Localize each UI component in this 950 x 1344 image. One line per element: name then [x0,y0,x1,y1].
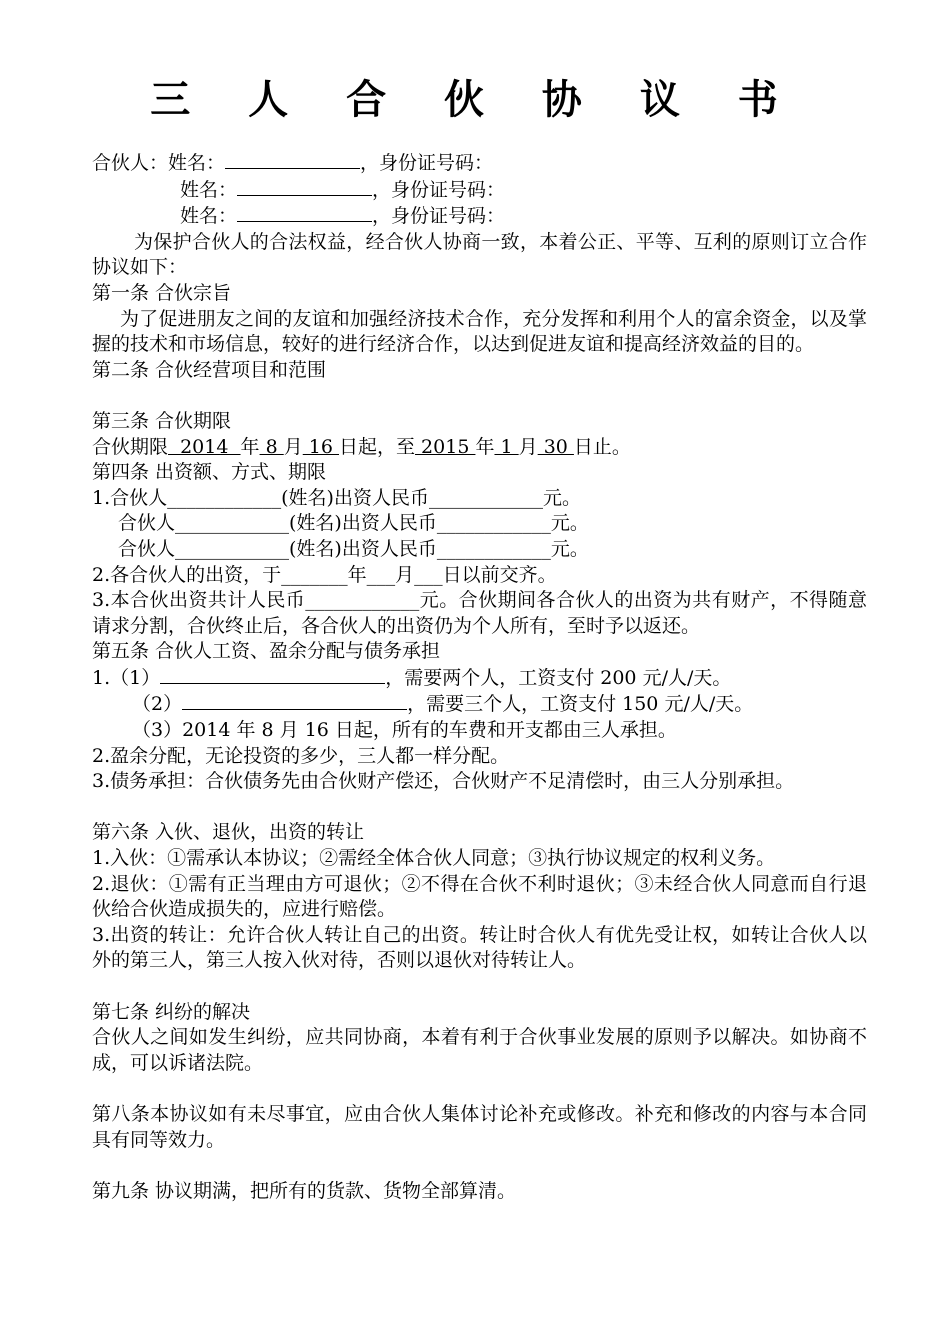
wage-item-2 [92,691,867,718]
month-unit: 月 [283,435,303,458]
article-6-heading: 第六条 入伙、退伙，出资的转让 [92,821,365,844]
article-7-text: 合伙人之间如发生纠纷，应共同协商，本着有利于合伙事业发展的原则予以解决。如协商不成，可以诉诸法院。 [92,1026,867,1074]
article-9-text: 第九条 协议期满，把所有的货款、货物全部算清。 [92,1179,517,1202]
wage-1-blank[interactable] [160,665,385,684]
id-label: ，身份证号码： [372,178,506,201]
end-year: 2015 [415,435,476,458]
document-body [92,150,867,1204]
partner-line-2 [92,177,867,204]
wage-1-text: ，需要两个人，工资支付 200 元/人/天。 [385,666,732,689]
wage-1-prefix: 1.（1） [92,666,161,689]
wage-item-1 [92,665,867,692]
article-4-heading: 第四条 出资额、方式、期限 [92,461,327,484]
end-day: 30 [537,435,574,458]
name-label: 姓名： [180,178,238,201]
day-unit-end: 日止。 [573,435,631,458]
spacer [92,795,867,821]
name-blank[interactable] [225,150,360,169]
year-unit: 年 [475,435,495,458]
debt-bearing: 3.债务承担：合伙债务先由合伙财产偿还，合伙财产不足清偿时，由三人分别承担。 [92,770,795,793]
partner-line-3 [92,203,867,230]
start-year: 2014 [168,435,241,458]
article-1-text: 为了促进朋友之间的友谊和加强经济技术合作，充分发挥和利用个人的富余资金，以及掌握的技术和市场信息，较好的进行经济合作，以达到促进友谊和提高经济效益的目的。 [92,307,867,356]
capital-row-3: 合伙人____________(姓名)出资人民币____________元。 [118,537,589,560]
day-unit-start: 日起，至 [339,435,416,458]
wage-2-prefix: （2） [132,693,183,716]
article-7-heading: 第七条 纠纷的解决 [92,1000,251,1023]
term-prefix: 合伙期限 [92,435,169,458]
withdrawal-rule: 2.退伙：①需有正当理由方可退伙；②不得在合伙不利时退伙；③未经合伙人同意而自行退伙给合伙造成损失的，应进行赔偿。 [92,872,867,921]
name-label: 姓名： [180,205,238,228]
name-blank[interactable] [237,177,372,196]
wage-item-3: （3）2014 年 8 月 16 日起，所有的车费和开支都由三人承担。 [132,719,677,742]
article-1-heading: 第一条 合伙宗旨 [92,281,232,304]
spacer [92,974,867,1000]
wage-2-blank[interactable] [182,691,407,710]
month-unit: 月 [518,435,538,458]
article-3-heading: 第三条 合伙期限 [92,409,232,432]
year-unit: 年 [240,435,260,458]
capital-deadline: 2.各合伙人的出资，于_______年___月___日以前交齐。 [92,563,557,586]
start-day: 16 [302,435,339,458]
profit-distribution: 2.盈余分配，无论投资的多少，三人都一样分配。 [92,744,510,767]
id-label: ，身份证号码： [360,152,494,174]
start-month: 8 [259,435,284,458]
spacer [92,383,867,409]
document-title: 三 人 合 伙 协 议 书 [150,77,800,123]
name-blank[interactable] [237,203,372,222]
article-2-heading: 第二条 合伙经营项目和范围 [92,358,327,381]
end-month: 1 [494,435,519,458]
partnership-term-line [92,435,867,461]
article-8-text: 第八条本协议如有未尽事宜，应由合伙人集体讨论补充或修改。补充和修改的内容与本合同具有同等效力。 [92,1102,867,1151]
joining-rule: 1.入伙：①需承认本协议；②需经全体合伙人同意；③执行协议规定的权利义务。 [92,847,776,870]
name-label: 姓名： [168,152,226,174]
capital-total: 3.本合伙出资共计人民币____________元。合伙期间各合伙人的出资为共有财产，不得随意请求分割，合伙终止后，各合伙人的出资仍为个人所有，至时予以返还。 [92,589,867,637]
partner-lead: 合伙人： [92,152,169,174]
id-label: ，身份证号码： [372,205,506,228]
transfer-rule: 3.出资的转让：允许合伙人转让自己的出资。转让时合伙人有优先受让权，如转让合伙人以外的第三人，第三人按入伙对待，否则以退伙对待转让人。 [92,923,867,972]
article-5-heading: 第五条 合伙人工资、盈余分配与债务承担 [92,640,441,663]
intro-paragraph: 为保护合伙人的合法权益，经合伙人协商一致，本着公正、平等、互利的原则订立合作协议如下： [92,230,867,279]
spacer [92,1153,867,1179]
partner-line-1 [92,150,867,177]
capital-row-1: 1.合伙人____________(姓名)出资人民币____________元。 [92,486,581,509]
capital-row-2: 合伙人____________(姓名)出资人民币____________元。 [118,512,589,535]
wage-2-text: ，需要三个人，工资支付 150 元/人/天。 [407,693,754,716]
spacer [92,1076,867,1102]
